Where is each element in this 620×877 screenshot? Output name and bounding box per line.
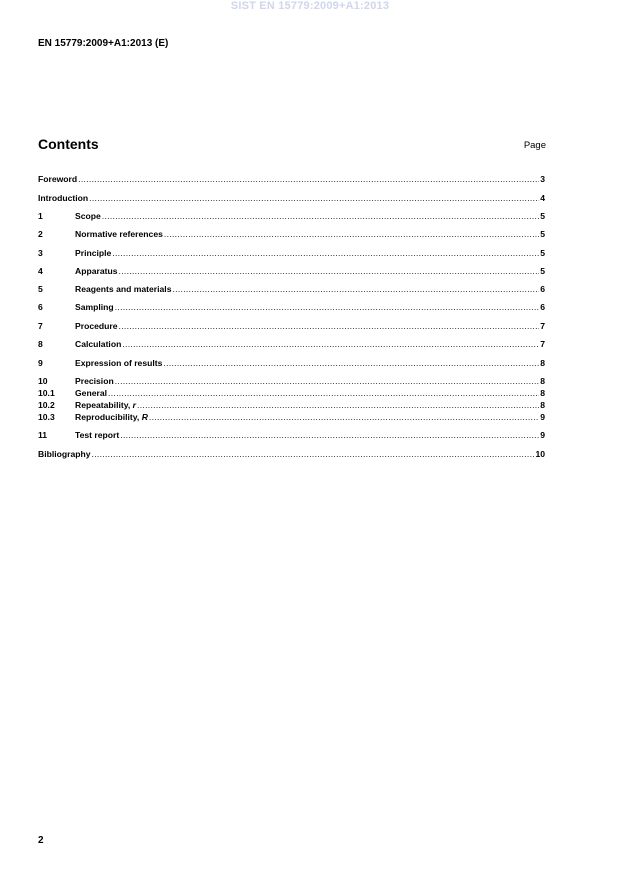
toc-leader-dots <box>115 375 540 387</box>
toc-entry-number: 3 <box>38 248 43 258</box>
toc-entry-number: 5 <box>38 284 43 294</box>
toc-entry-page: 8 <box>540 358 545 368</box>
toc-entry-page: 8 <box>540 376 545 386</box>
toc-entry-page: 9 <box>540 412 545 422</box>
document-header: EN 15779:2009+A1:2013 (E) <box>38 38 169 49</box>
toc-entry-title: Reagents and materials <box>75 284 172 294</box>
toc-entry[interactable] <box>38 448 545 460</box>
toc-leader-dots <box>163 357 539 369</box>
toc-entry-title: Foreword <box>38 174 78 184</box>
toc-entry-number: 11 <box>38 430 48 440</box>
toc-entry-number: 10.2 <box>38 400 55 410</box>
page-column-label: Page <box>523 140 546 151</box>
toc-entry-page: 5 <box>540 229 545 239</box>
toc-entry-number: 7 <box>38 321 43 331</box>
toc-leader-dots <box>119 320 540 332</box>
toc-entry-title <box>75 411 148 423</box>
toc-entry-title-text: Repeatability, <box>75 400 133 410</box>
toc-entry[interactable] <box>38 301 545 313</box>
toc-leader-dots <box>92 448 535 460</box>
toc-entry-number: 9 <box>38 358 43 368</box>
toc-leader-dots <box>78 173 539 185</box>
toc-entry-title: General <box>75 388 108 398</box>
toc-entry-page: 5 <box>540 211 545 221</box>
toc-leader-dots <box>164 228 539 240</box>
toc-entry-number: 10.3 <box>38 412 55 422</box>
toc-entry-number: 8 <box>38 339 43 349</box>
toc-entry-page: 6 <box>540 284 545 294</box>
toc-entry-title: Test report <box>75 430 120 440</box>
toc-entry-title-text: Reproducibility, <box>75 412 142 422</box>
toc-entry[interactable] <box>38 399 545 411</box>
toc-entry-title <box>75 399 136 411</box>
toc-entry-number: 2 <box>38 229 43 239</box>
toc-leader-dots <box>172 283 539 295</box>
toc-entry[interactable] <box>38 429 545 441</box>
toc-entry-page: 4 <box>540 193 545 203</box>
toc-entry-title: Precision <box>75 376 114 386</box>
toc-entry-title: Scope <box>75 211 101 221</box>
toc-entry[interactable] <box>38 320 545 332</box>
toc-leader-dots <box>137 399 539 411</box>
toc-entry[interactable] <box>38 357 545 369</box>
toc-entry[interactable] <box>38 387 545 399</box>
toc-entry-page: 7 <box>540 339 545 349</box>
toc-entry-title-symbol: R <box>141 412 148 422</box>
toc-entry-title: Introduction <box>38 193 89 203</box>
toc-entry[interactable] <box>38 283 545 295</box>
toc-entry[interactable] <box>38 247 545 259</box>
toc-entry-page: 5 <box>540 248 545 258</box>
toc-entry-page: 6 <box>540 302 545 312</box>
toc-entry-page: 5 <box>540 266 545 276</box>
toc-entry[interactable] <box>38 375 545 387</box>
toc-leader-dots <box>115 301 540 313</box>
toc-entry-number: 1 <box>38 211 43 221</box>
toc-entry[interactable] <box>38 210 545 222</box>
toc-entry-page: 7 <box>540 321 545 331</box>
toc-entry-page: 9 <box>540 430 545 440</box>
toc-entry-title-symbol: r <box>132 400 136 410</box>
toc-leader-dots <box>108 387 539 399</box>
toc-entry[interactable] <box>38 265 545 277</box>
toc-entry-number: 4 <box>38 266 43 276</box>
toc-leader-dots <box>119 265 540 277</box>
toc-entry-title: Calculation <box>75 339 122 349</box>
toc-entry[interactable] <box>38 228 545 240</box>
toc-entry-page: 3 <box>540 174 545 184</box>
toc-entry[interactable] <box>38 192 545 204</box>
toc-entry[interactable] <box>38 338 545 350</box>
toc-entry-title: Apparatus <box>75 266 118 276</box>
toc-leader-dots <box>102 210 539 222</box>
toc-entry-number: 10.1 <box>38 388 55 398</box>
page-number: 2 <box>38 835 44 846</box>
toc-entry-title: Procedure <box>75 321 118 331</box>
toc-entry-number: 10 <box>38 376 48 386</box>
toc-leader-dots <box>89 192 539 204</box>
toc-entry-title: Principle <box>75 248 112 258</box>
watermark: SIST EN 15779:2009+A1:2013 <box>230 0 390 12</box>
toc-entry-title: Expression of results <box>75 358 163 368</box>
toc-entry[interactable] <box>38 411 545 423</box>
toc-leader-dots <box>120 429 539 441</box>
toc-entry-title: Bibliography <box>38 449 91 459</box>
toc-entry-number: 6 <box>38 302 43 312</box>
toc-entry-title: Sampling <box>75 302 114 312</box>
toc-entry-page: 10 <box>535 449 545 459</box>
toc-entry-page: 8 <box>540 388 545 398</box>
toc-leader-dots <box>122 338 539 350</box>
contents-heading: Contents <box>38 136 99 152</box>
toc-entry-title: Normative references <box>75 229 163 239</box>
toc-leader-dots <box>149 411 539 423</box>
toc-entry[interactable] <box>38 173 545 185</box>
toc-entry-page: 8 <box>540 400 545 410</box>
toc-leader-dots <box>112 247 539 259</box>
